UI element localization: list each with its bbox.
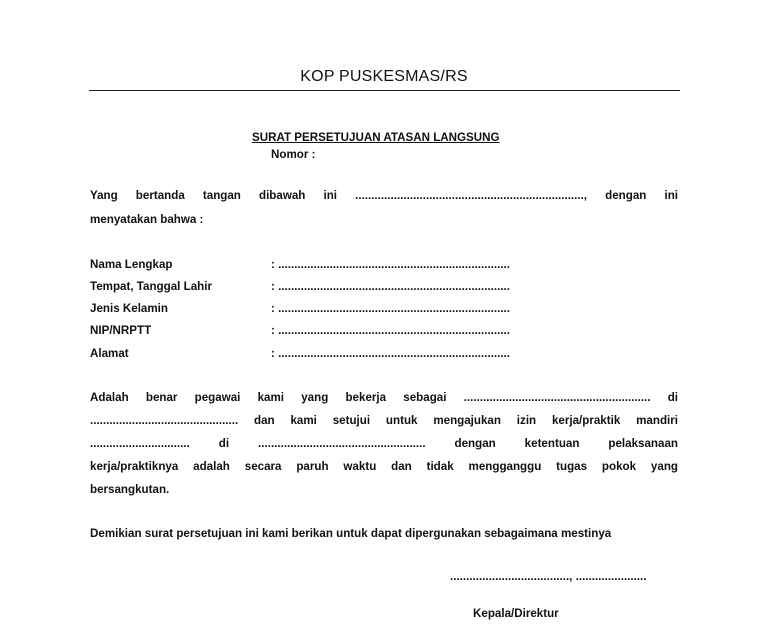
- field-value-alamat: : ........................................................................: [271, 347, 511, 360]
- paragraph-line-4: kerja/praktiknya adalah secara paruh waktu dan tidak mengganggu tugas pokok yang: [90, 460, 678, 473]
- signature-place-date: ....................................., ......................: [450, 570, 647, 583]
- field-value-nama: : ........................................................................: [271, 258, 511, 271]
- letter-title: SURAT PERSETUJUAN ATASAN LANGSUNG: [252, 131, 500, 144]
- paragraph-line-1: Adalah benar pegawai kami yang bekerja sebagai .......................................................... di: [90, 391, 678, 404]
- field-label-jenis-kelamin: Jenis Kelamin: [90, 302, 168, 315]
- field-value-nip: : ........................................................................: [271, 324, 511, 337]
- intro-line-2: menyatakan bahwa :: [90, 213, 204, 226]
- paragraph-line-3: ............................... di .................................................... dengan ketentuan pelaksanaan: [90, 437, 678, 450]
- field-label-nip: NIP/NRPTT: [90, 324, 152, 337]
- signature-position: Kepala/Direktur: [473, 607, 559, 620]
- paragraph-line-5: bersangkutan.: [90, 483, 170, 496]
- field-value-jenis-kelamin: : ........................................................................: [271, 302, 511, 315]
- kop-divider: [89, 90, 680, 91]
- letter-number-label: Nomor :: [271, 148, 316, 161]
- field-label-alamat: Alamat: [90, 347, 129, 360]
- field-label-ttl: Tempat, Tanggal Lahir: [90, 280, 212, 293]
- field-label-nama: Nama Lengkap: [90, 258, 173, 271]
- closing-sentence: Demikian surat persetujuan ini kami berikan untuk dapat dipergunakan sebagaimana mestinya: [90, 527, 612, 540]
- field-value-ttl: : ........................................................................: [271, 280, 511, 293]
- intro-line-1: Yang bertanda tangan dibawah ini ......................................................................., dengan ini: [90, 189, 678, 202]
- kop-heading: KOP PUSKESMAS/RS: [300, 68, 468, 85]
- paragraph-line-2: .............................................. dan kami setujui untuk mengajukan izin kerja/praktik mandiri: [90, 414, 678, 427]
